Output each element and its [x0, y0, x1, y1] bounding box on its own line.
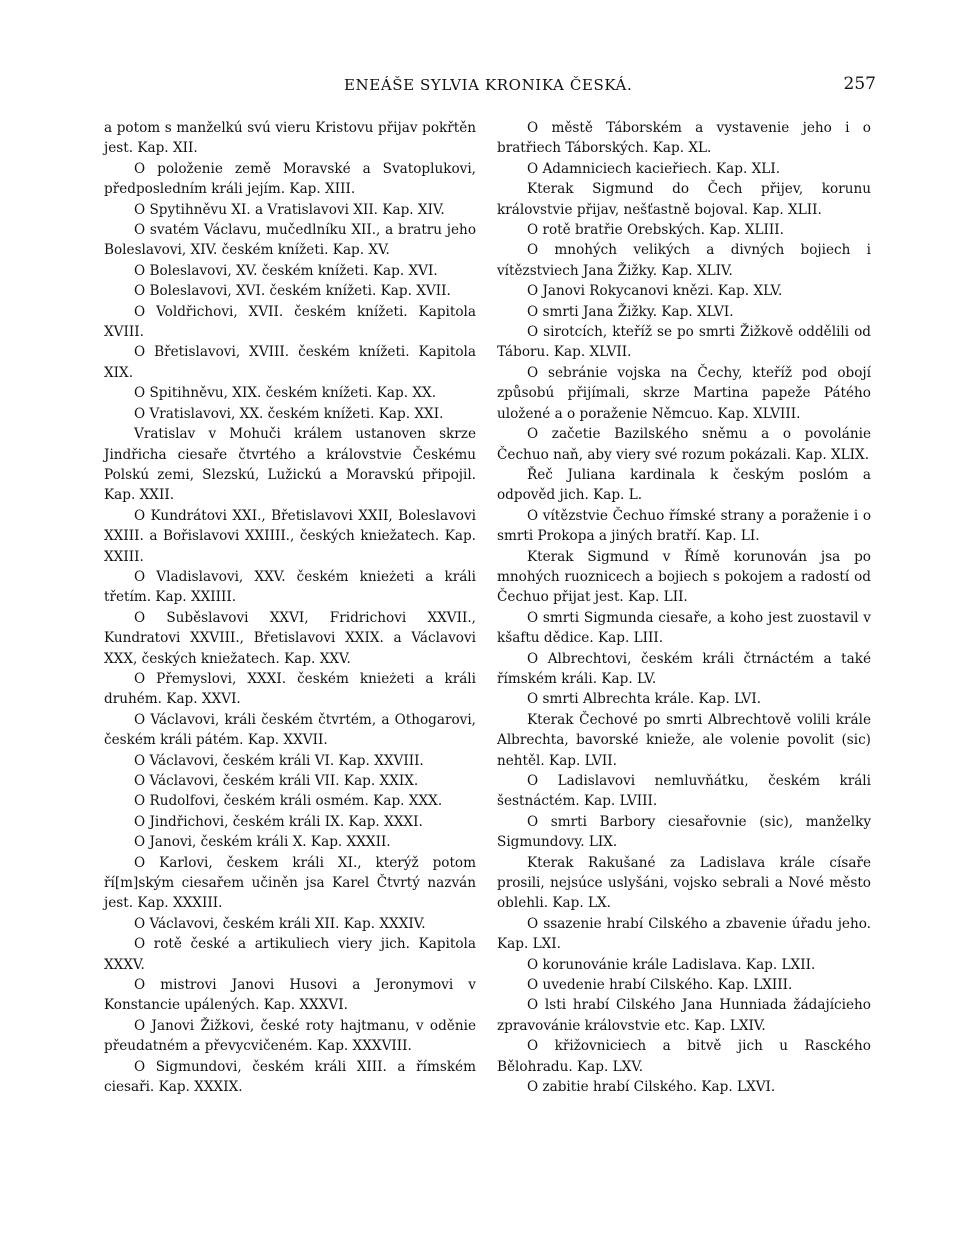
- toc-entry: O vítězstvie Čechuo římské strany a poraženie i o smrti Prokopa a jiných bratří. Kap. LI.: [497, 507, 871, 545]
- toc-entry: O Boleslavovi, XV. českém knížeti. Kap. XVI.: [134, 262, 438, 279]
- right-column: [497, 118, 871, 1098]
- toc-entry: O křižovniciech a bitvě jich u Rasckého Bělohradu. Kap. LXV.: [497, 1038, 871, 1075]
- toc-entry: O lsti hrabí Cilského Jana Hunniada žádajícieho zpravovánie královstvie etc. Kap. LXIV.: [497, 997, 871, 1034]
- toc-entry: O Voldřichovi, XVII. českém knížeti. Kapitola XVIII.: [104, 303, 476, 341]
- toc-entry: O uvedenie hrabí Cilského. Kap. LXIII.: [527, 977, 793, 994]
- toc-entry: Kterak Sigmund v Římě korunován jsa po mnohých ruoznicech a bojiech s pokojem a radostí od Čechuo přijat jest. Kap. LII.: [497, 548, 871, 606]
- toc-entry: O Suběslavovi XXVI, Fridrichovi XXVII., Kundratovi XXVIII., Břetislavovi XXIX. a Václavovi XXX, českých kniežatech. Kap. XXV.: [104, 609, 476, 667]
- toc-entry: Vratislav v Mohuči králem ustanoven skrze Jindřicha ciesaře čtvrtého a královstvie Českému Polskú zemi, Slezskú, Lužickú a Moravskú připojil. Kap. XXII.: [104, 426, 476, 504]
- running-title: ENEÁŠE SYLVIA KRONIKA ČESKÁ.: [344, 76, 633, 94]
- toc-entry: O sirotcích, kteříž se po smrti Žižkově oddělili od Táboru. Kap. XLVII.: [497, 324, 871, 361]
- toc-entry: O Adamniciech kacieřiech. Kap. XLI.: [527, 160, 781, 177]
- toc-entry: O začetie Bazilského sněmu a o povolánie Čechuo naň, aby viery své rozum pokázali. Kap. XLIX.: [497, 426, 871, 463]
- toc-entry: O mistrovi Janovi Husovi a Jeronymovi v Konstancie upálených. Kap. XXXVI.: [104, 977, 476, 1014]
- toc-entry: O Rudolfovi, českém králi osmém. Kap. XXX.: [134, 793, 443, 810]
- toc-entry: O rotě bratřie Orebských. Kap. XLIII.: [527, 222, 784, 239]
- toc-entry: O Břetislavovi, XVIII. českém knížeti. Kapitola XIX.: [104, 344, 476, 381]
- toc-entry: O Sigmundovi, českém králi XIII. a římském ciesaři. Kap. XXXIX.: [104, 1058, 476, 1096]
- toc-entry: O Janovi, českém králi X. Kap. XXXII.: [134, 834, 391, 851]
- toc-entry: O Boleslavovi, XVI. českém knížeti. Kap. XVII.: [134, 283, 451, 300]
- toc-entry: Kterak Sigmund do Čech přijev, korunu královstvie přijav, nešťastně bojoval. Kap. XLII.: [497, 181, 871, 218]
- toc-entry: O svatém Václavu, mučedlníku XII., a bratru jeho Boleslavovi, XIV. českém knížeti. Kap. XV.: [104, 222, 476, 259]
- toc-entry: O sebránie vojska na Čechy, kteříž pod obojí způsobú přijímali, skrze Martina papeže Pátého uložené a o poraženie Němcuo. Kap. XLVIII.: [497, 364, 871, 422]
- toc-entry: O Václavovi, českém králi XII. Kap. XXXIV.: [134, 915, 426, 932]
- toc-entry: O položenie země Moravské a Svatoplukovi, předposledním králi jejím. Kap. XIII.: [104, 160, 476, 198]
- toc-entry: O Spytihněvu XI. a Vratislavovi XII. Kap. XIV.: [134, 201, 445, 218]
- toc-entry: Kterak Čechové po smrti Albrechtově volili krále Albrechta, bavorské knieže, ale volenie povolit (sic) nehtěl. Kap. LVII.: [497, 711, 871, 769]
- toc-entry: O Přemyslovi, XXXI. českém knieżeti a králi druhém. Kap. XXVI.: [104, 670, 476, 708]
- toc-entry: O ssazenie hrabí Cilského a zbavenie úřadu jeho. Kap. LXI.: [497, 915, 871, 953]
- toc-entry: Řeč Juliana kardinala k českým poslóm a odpověd jich. Kap. L.: [497, 466, 871, 504]
- toc-entry: O Václavovi, králi českém čtvrtém, a Othogarovi, českém králi pátém. Kap. XXVII.: [104, 711, 476, 749]
- toc-entry: O smrti Jana Žižky. Kap. XLVI.: [527, 303, 734, 320]
- toc-entry: O zabitie hrabí Cilského. Kap. LXVI.: [527, 1079, 776, 1096]
- toc-entry: O rotě české a artikuliech viery jich. Kapitola XXXV.: [104, 936, 476, 973]
- toc-entry: O Kundrátovi XXI., Břetislavovi XXII, Boleslavovi XXIII. a Bořislavovi XXIIII., českých kniežatech. Kap. XXIII.: [104, 507, 476, 565]
- toc-entry: O korunovánie krále Ladislava. Kap. LXII.: [527, 956, 816, 973]
- toc-entry: O Janovi Žižkovi, české roty hajtmanu, v oděnie přeudatném a převycvičeném. Kap. XXXVIII.: [104, 1017, 476, 1055]
- toc-entry: O Vladislavovi, XXV. českém knieżeti a králi třetím. Kap. XXIIII.: [104, 568, 476, 606]
- toc-entry: O Albrechtovi, českém králi čtrnáctém a také římském králi. Kap. LV.: [497, 650, 871, 687]
- toc-entry: O smrti Barbory ciesařovnie (sic), manželky Sigmundovy. LIX.: [497, 813, 871, 851]
- toc-entry: O Janovi Rokycanovi knězi. Kap. XLV.: [527, 283, 783, 300]
- toc-entry: O mnohých velikých a divných bojiech i vítězstviech Jana Žižky. Kap. XLIV.: [497, 242, 871, 279]
- page-header: [100, 74, 876, 98]
- toc-entry: O Spitihněvu, XIX. českém knížeti. Kap. XX.: [134, 385, 437, 402]
- left-column: [104, 118, 476, 1098]
- toc-entry: Kterak Rakušané za Ladislava krále císaře prosili, nejsúce uslyšáni, vojsko sebrali a Nové město oblehli. Kap. LX.: [497, 854, 871, 912]
- toc-entry: O Jindřichovi, českém králi IX. Kap. XXXI.: [134, 813, 423, 830]
- toc-entry: O Václavovi, českém králi VI. Kap. XXVIII.: [134, 752, 424, 769]
- toc-entry: O Václavovi, českém králi VII. Kap. XXIX.: [134, 773, 419, 789]
- toc-entry: O městě Táborském a vystavenie jeho i o bratřiech Táborských. Kap. XL.: [497, 120, 871, 157]
- toc-entry: O smrti Sigmunda ciesaře, a koho jest zuostavil v kšaftu dědice. Kap. LIII.: [497, 609, 871, 647]
- toc-entry: O Karlovi, českem králi XI., kterýž potom ří[m]ským ciesařem učiněn jsa Karel Čtvrtý nazván jest. Kap. XXXIII.: [104, 854, 476, 912]
- toc-entry: O Ladislavovi nemluvňátku, českém králi šestnáctém. Kap. LVIII.: [497, 773, 871, 810]
- toc-entry: O smrti Albrechta krále. Kap. LVI.: [527, 691, 762, 708]
- toc-entry: O Vratislavovi, XX. českém knížeti. Kap. XXI.: [134, 405, 444, 422]
- toc-entry: a potom s manželkú svú vieru Kristovu přijav pokřtěn jest. Kap. XII.: [104, 120, 476, 157]
- page-number: 257: [843, 74, 876, 94]
